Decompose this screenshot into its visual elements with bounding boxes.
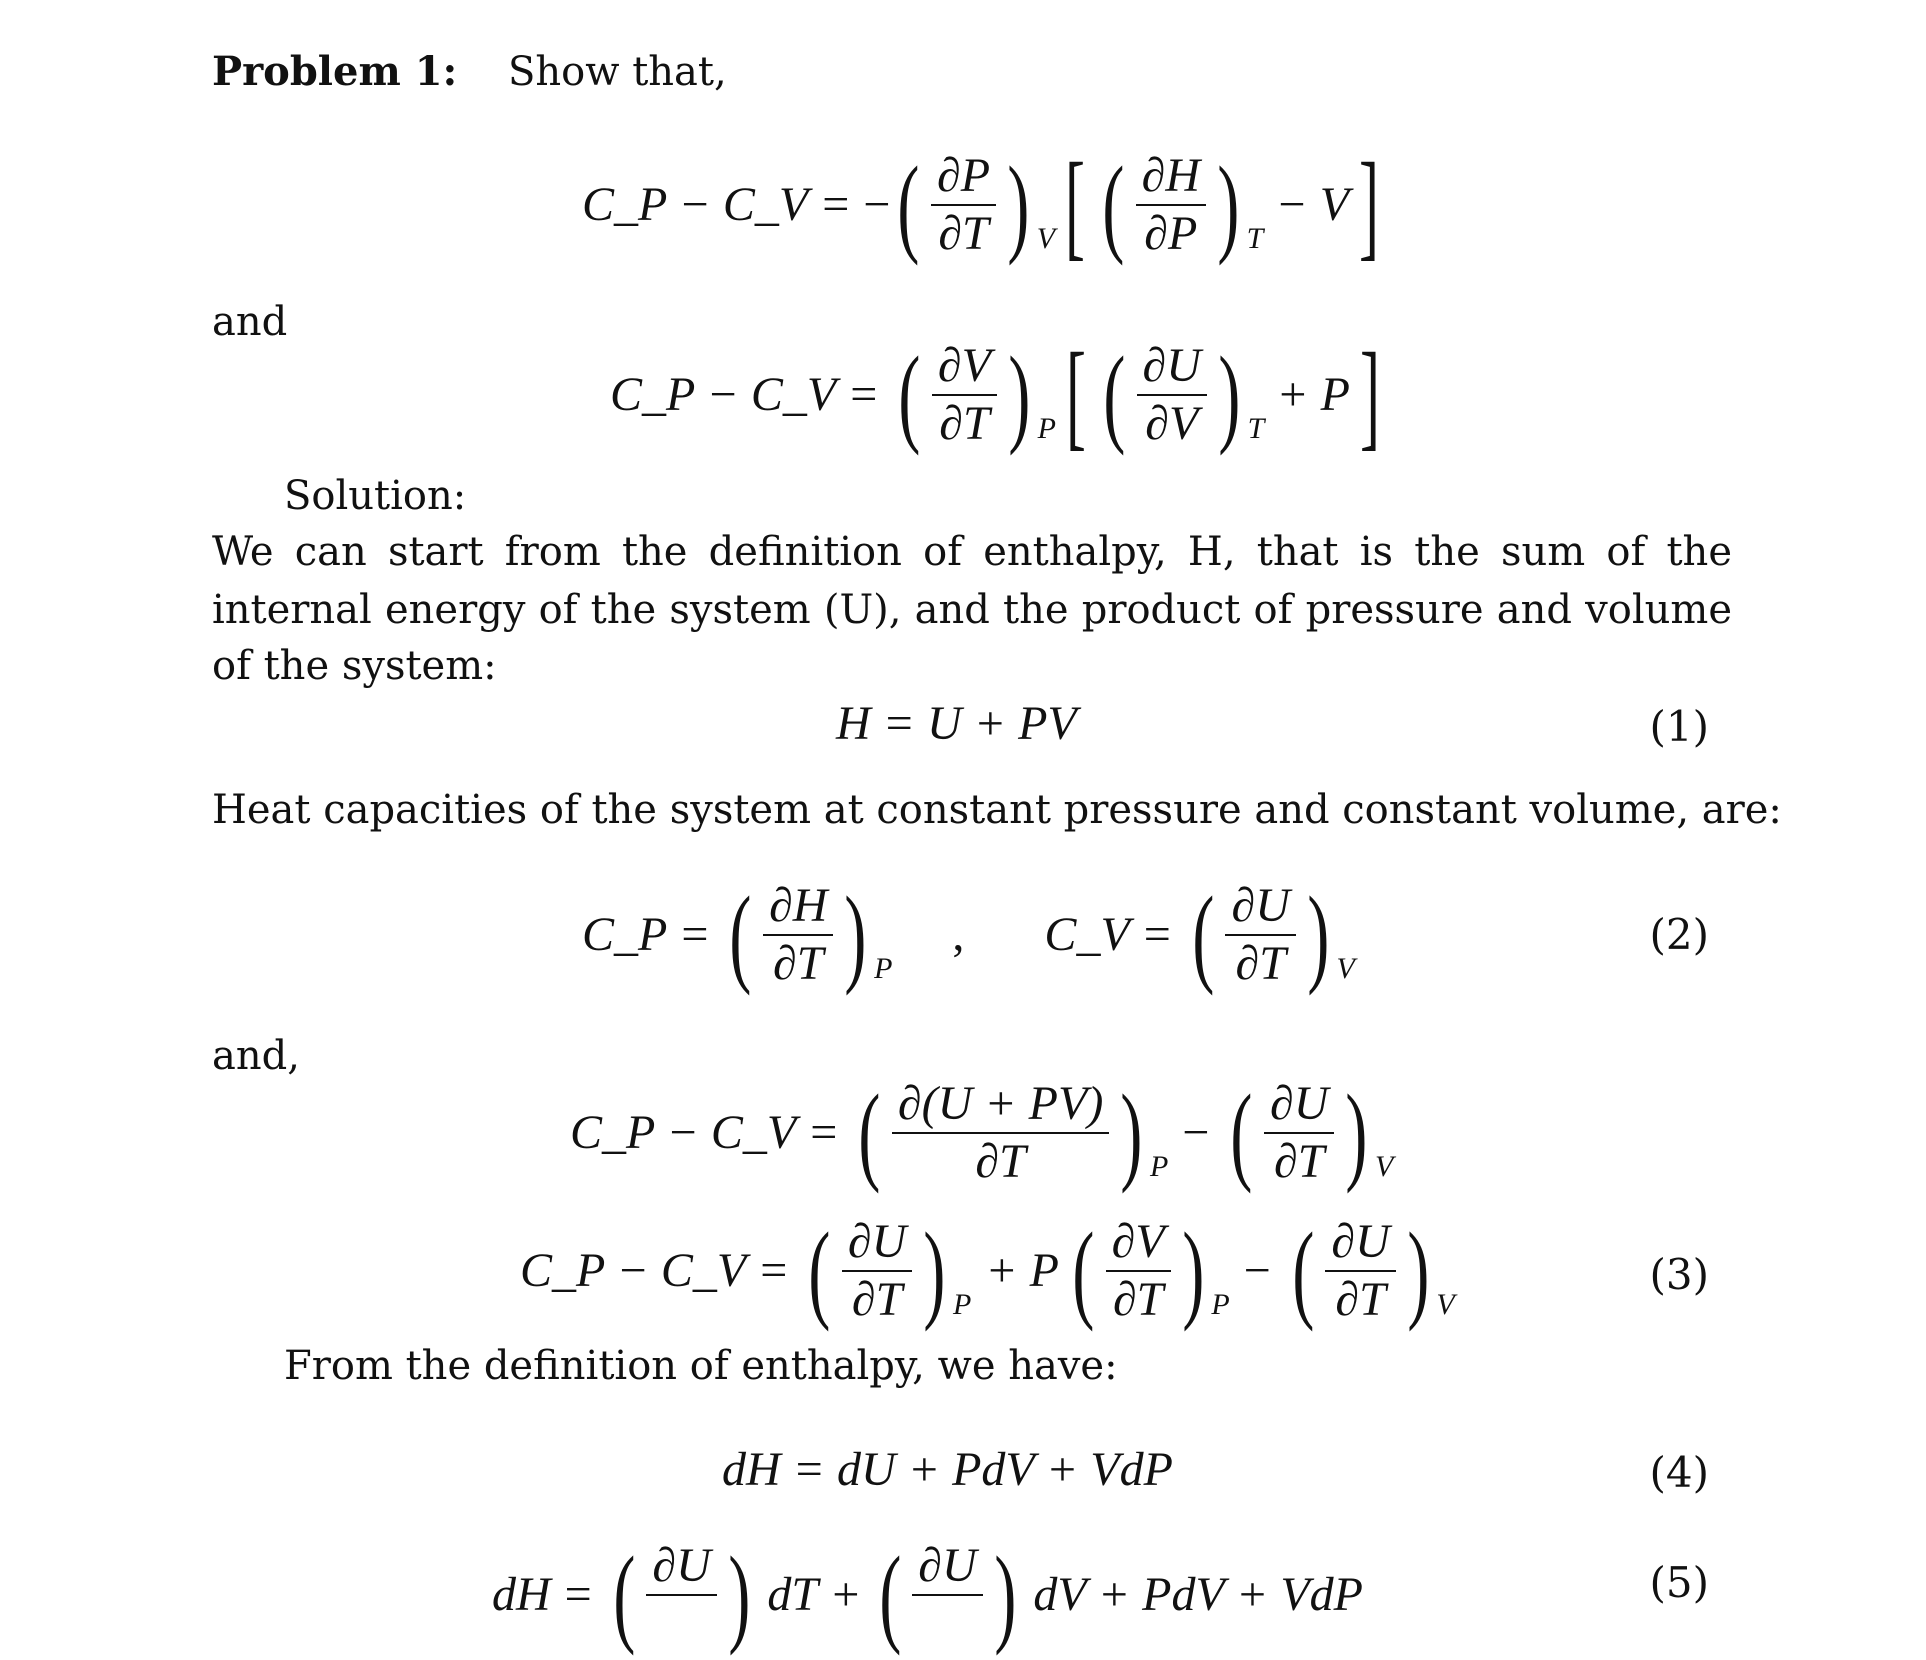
heat-capacity-line: Heat capacities of the system at constant pressure and constant volume, are: <box>212 787 1782 833</box>
eq1-number: (1) <box>1649 702 1709 751</box>
solution-line-2: internal energy of the system (U), and the product of pressure and volume <box>212 587 1732 633</box>
eq3-dt-1: ∂T <box>851 1273 903 1326</box>
eq-a-dh: ∂H <box>1136 152 1206 206</box>
eq2-cp: C_P <box>582 908 668 961</box>
problem-line <box>212 48 727 95</box>
eq3-du-2: ∂U <box>1325 1218 1395 1272</box>
eq-a-sub2: T <box>1246 222 1264 255</box>
equation-3a: C_P − C_V = ( $\frac{\partial(U + PV)}{\partial T}$ ) $_P$ − ( $\frac{\partial U}{\partial T}$ ) $_V$ <box>570 1072 1394 1194</box>
eq-b-dv: ∂V <box>932 342 997 396</box>
eq3-dt-2: ∂T <box>1112 1273 1164 1326</box>
and-comma-text: and, <box>212 1033 300 1079</box>
eq-a-sign: − <box>863 178 891 231</box>
eq2-number: (2) <box>1649 910 1709 959</box>
equation-b: C_P − C_V = ( $\frac{\partial V}{\partial T}$ ) $_P$ [ ( $\frac{\partial U}{\partial V}$ ) $_T$ + P ] <box>610 328 1380 461</box>
equation-5-partial <box>0 1530 1926 1656</box>
eq-a-lhs: C_P − C_V <box>582 178 809 231</box>
eq2-dt-1: ∂T <box>773 937 824 990</box>
eq2-du: ∂U <box>1225 882 1295 936</box>
equation-1 <box>836 697 1077 750</box>
eq-a-dp2: ∂P <box>1144 207 1198 260</box>
problem-label: Problem 1: <box>212 48 458 95</box>
eq3-number: (3) <box>1649 1250 1709 1299</box>
eq3a-den-2: ∂T <box>1273 1135 1325 1188</box>
eq5-number: (5) <box>1649 1558 1709 1607</box>
eq5-mid2: dV + PdV + VdP <box>1033 1568 1363 1621</box>
eq-a-sub1: V <box>1036 222 1056 255</box>
eq-b-sub1: P <box>1037 412 1056 445</box>
eq5-mid1: dT + <box>767 1568 862 1621</box>
eq-b-sub2: T <box>1247 412 1265 445</box>
equation-4 <box>722 1443 1173 1496</box>
and-text: and <box>212 299 288 345</box>
solution-line-3: of the system: <box>212 643 497 689</box>
eq3-dv: ∂V <box>1106 1218 1171 1272</box>
eq3-lhs: C_P − C_V <box>520 1244 747 1297</box>
enthalpy-line: From the definition of enthalpy, we have: <box>284 1343 1118 1389</box>
eq3-sub-p-1: P <box>952 1288 972 1321</box>
eq3a-du: ∂U <box>1264 1080 1334 1134</box>
eq-a-tail: − V <box>1275 178 1350 231</box>
eq3a-sub2: V <box>1375 1150 1394 1183</box>
problem-intro: Show that, <box>508 49 727 95</box>
eq2-sub-v: V <box>1336 952 1355 985</box>
eq3-dt-3: ∂T <box>1335 1273 1386 1326</box>
eq5-du-1: ∂U <box>646 1542 716 1596</box>
eq-a-dp: ∂P <box>931 152 996 206</box>
eq-b-dt: ∂T <box>939 397 990 450</box>
eq-a-dt: ∂T <box>938 207 989 260</box>
eq5-lhs: dH <box>492 1568 551 1621</box>
eq2-dh: ∂H <box>763 882 833 936</box>
eq3a-sub1: P <box>1149 1150 1169 1183</box>
eq3-plus-p: + P <box>985 1244 1059 1297</box>
equation-2: C_P = ( $\frac{\partial H}{\partial T}$ ) $_P$ , C_V = ( $\frac{\partial U}{\partial T}$ ) $_V$ <box>582 874 1355 996</box>
eq4-number: (4) <box>1649 1448 1709 1497</box>
eq3-sub-p-2: P <box>1211 1288 1230 1321</box>
eq2-cv: C_V <box>1044 908 1130 961</box>
eq-b-dv2: ∂V <box>1145 397 1199 450</box>
equation-a: C_P − C_V = − ( $\frac{\partial P}{\partial T}$ ) $_V$ [ ( $\frac{\partial H}{\partial P}$ ) $_T$ − V ] <box>582 138 1380 271</box>
eq-b-lhs: C_P − C_V <box>610 368 837 421</box>
eq-b-du: ∂U <box>1137 342 1207 396</box>
eq4-text: dH = dU + PdV + VdP <box>722 1443 1173 1496</box>
eq3a-den: ∂T <box>975 1135 1026 1188</box>
eq2-dt-2: ∂T <box>1235 937 1286 990</box>
eq-b-tail: + P <box>1276 368 1350 421</box>
equation-3: C_P − C_V = ( $\frac{\partial U}{\partial T}$ ) $_P$ + P ( $\frac{\partial V}{\partial T}$ ) $_P$ − ( $\frac{\partial U}{\partial T}$ ) $_V$ <box>520 1210 1455 1332</box>
eq3-du-1: ∂U <box>842 1218 912 1272</box>
eq2-sub-p: P <box>874 952 893 985</box>
eq3a-num: ∂(U + PV) <box>892 1080 1109 1134</box>
solution-line-1: We can start from the definition of enthalpy, H, that is the sum of the <box>212 529 1732 575</box>
equation-5: dH = ( ∂U ) dT + ( ∂U ) dV + PdV + VdP <box>492 1534 1363 1656</box>
solution-heading: Solution: <box>284 473 467 519</box>
eq1-text: H = U + PV <box>836 697 1077 750</box>
eq3a-lhs: C_P − C_V <box>570 1106 797 1159</box>
eq3-sub-v: V <box>1436 1288 1455 1321</box>
eq2-comma: , <box>952 908 965 961</box>
eq5-du-2: ∂U <box>912 1542 982 1596</box>
